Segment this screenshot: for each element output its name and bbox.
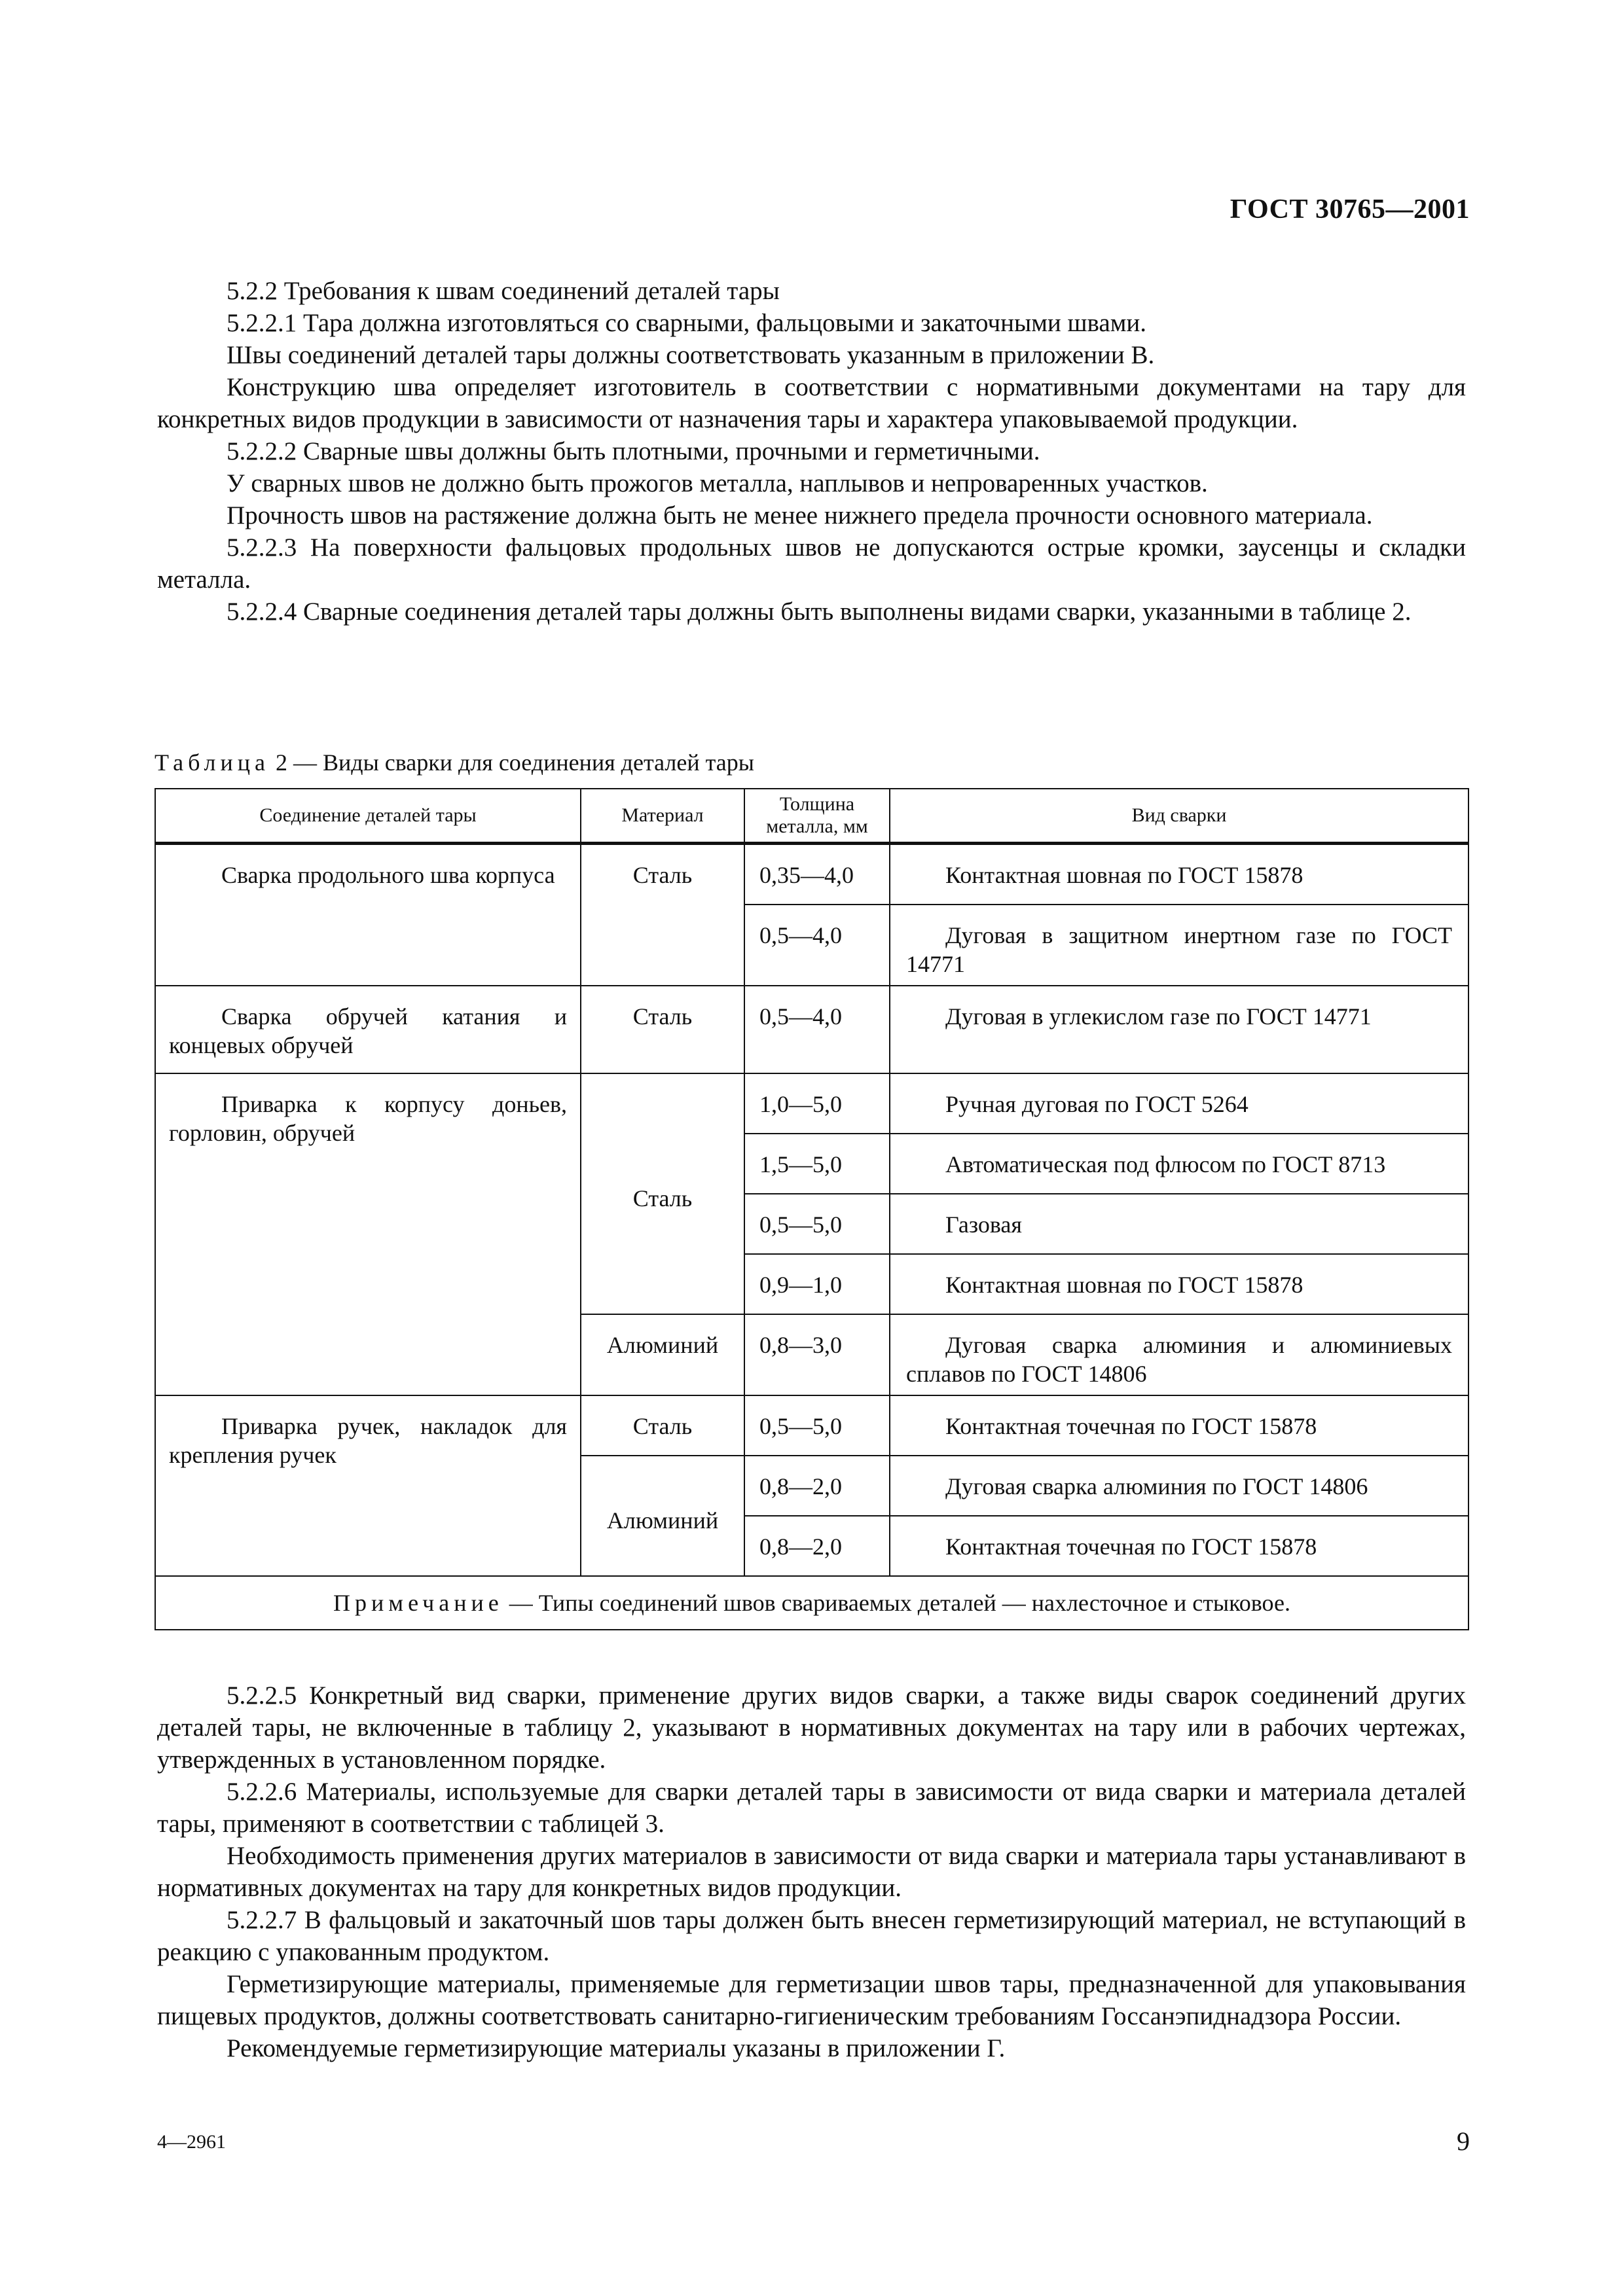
material-cell: Сталь [581, 986, 744, 1073]
welding-type-cell: Дуговая сварка алюминия по ГОСТ 14806 [890, 1456, 1468, 1516]
welding-type-cell: Автоматическая под флюсом по ГОСТ 8713 [890, 1134, 1468, 1194]
welding-type-cell: Контактная шовная по ГОСТ 15878 [890, 1254, 1468, 1314]
thickness-cell: 0,5—5,0 [744, 1194, 890, 1254]
material-cell: Алюминий [581, 1456, 744, 1576]
paragraph: 5.2.2.6 Материалы, используемые для сварки деталей тары в зависимости от вида сварки и материала деталей тары, применяют в соответствии с таблицей 3. [157, 1778, 1466, 1838]
paragraph: Необходимость применения других материалов в зависимости от вида сварки и материала тары устанавливают в нормативных документах на тару для конкретных видов продукции. [157, 1842, 1466, 1902]
thickness-cell: 0,8—2,0 [744, 1516, 890, 1576]
welding-type-cell: Дуговая в углекислом газе по ГОСТ 14771 [890, 986, 1468, 1073]
welding-type-cell: Газовая [890, 1194, 1468, 1254]
table-row [155, 1073, 1468, 1134]
table-caption-text: 2 — Виды сварки для соединения деталей тары [269, 749, 754, 776]
table-note-row [155, 1576, 1468, 1630]
paragraph: 5.2.2.4 Сварные соединения деталей тары должны быть выполнены видами сварки, указанными в таблице 2. [227, 598, 1412, 626]
paragraph: 5.2.2.1 Тара должна изготовляться со сварными, фальцовыми и закаточными швами. [227, 309, 1147, 337]
thickness-cell: 0,5—4,0 [744, 986, 890, 1073]
welding-type-cell: Контактная точечная по ГОСТ 15878 [890, 1516, 1468, 1576]
material-cell: Сталь [581, 844, 744, 986]
table-row [155, 1395, 1468, 1456]
paragraph: 5.2.2 Требования к швам соединений деталей тары [227, 277, 780, 305]
print-code: 4—2961 [157, 2131, 226, 2153]
note-label: Примечание [333, 1590, 503, 1616]
header-material: Материал [581, 789, 744, 844]
welding-type-cell: Контактная точечная по ГОСТ 15878 [890, 1395, 1468, 1456]
paragraph: 5.2.2.5 Конкретный вид сварки, применение других видов сварки, а также виды сварок соединений других деталей тары, не включенные в таблицу 2, указывают в нормативных документах на тару или в рабочих чертежах, утвержденных в установленном порядке. [157, 1681, 1466, 1774]
thickness-cell: 0,5—5,0 [744, 1395, 890, 1456]
header-welding-type: Вид сварки [890, 789, 1468, 844]
thickness-cell: 1,0—5,0 [744, 1073, 890, 1134]
paragraph: Герметизирующие материалы, применяемые для герметизации швов тары, предназначенной для упаковывания пищевых продуктов, должны соответствовать санитарно-гигиеническим требованиям Госсанэпиднадзора России. [157, 1970, 1466, 2030]
paragraph: Конструкцию шва определяет изготовитель в соответствии с нормативными документами на тару для конкретных видов продукции в зависимости от назначения тары и характера упаковываемой продукции. [157, 373, 1466, 433]
table-caption-label: Таблица [155, 749, 270, 776]
welding-type-cell: Ручная дуговая по ГОСТ 5264 [890, 1073, 1468, 1134]
thickness-cell: 0,8—2,0 [744, 1456, 890, 1516]
thickness-cell: 0,8—3,0 [744, 1314, 890, 1395]
welding-table [155, 788, 1469, 1630]
table-caption [155, 749, 754, 776]
table-header-row [155, 789, 1468, 844]
top-text-block [157, 275, 1466, 628]
page-number: 9 [1457, 2126, 1470, 2156]
paragraph: Прочность швов на растяжение должна быть не менее нижнего предела прочности основного материала. [227, 501, 1373, 529]
paragraph: Швы соединений деталей тары должны соответствовать указанным в приложении В. [227, 341, 1155, 369]
bottom-text-block [157, 1679, 1466, 2064]
document-code: ГОСТ 30765—2001 [1230, 194, 1470, 224]
paragraph: 5.2.2.2 Сварные швы должны быть плотными, прочными и герметичными. [227, 437, 1040, 465]
thickness-cell: 0,35—4,0 [744, 844, 890, 905]
connection-cell: Приварка ручек, накладок для крепления ручек [155, 1395, 581, 1576]
connection-cell: Сварка продольного шва корпуса [155, 844, 581, 986]
thickness-cell: 1,5—5,0 [744, 1134, 890, 1194]
welding-type-cell: Дуговая сварка алюминия и алюминиевых сплавов по ГОСТ 14806 [890, 1314, 1468, 1395]
connection-cell: Сварка обручей катания и концевых обручей [155, 986, 581, 1073]
paragraph: Рекомендуемые герметизирующие материалы указаны в приложении Г. [227, 2034, 1006, 2062]
note-text: — Типы соединений швов свариваемых деталей — нахлесточное и стыковое. [503, 1590, 1290, 1616]
header-thickness: Толщина металла, мм [744, 789, 890, 844]
paragraph: У сварных швов не должно быть прожогов металла, наплывов и непроваренных участков. [227, 469, 1208, 497]
connection-cell: Приварка к корпусу доньев, горловин, обручей [155, 1073, 581, 1395]
material-cell: Алюминий [581, 1314, 744, 1395]
thickness-cell: 0,9—1,0 [744, 1254, 890, 1314]
material-cell: Сталь [581, 1073, 744, 1314]
material-cell: Сталь [581, 1395, 744, 1456]
table-note [155, 1576, 1468, 1630]
table-row [155, 986, 1468, 1073]
paragraph: 5.2.2.3 На поверхности фальцовых продольных швов не допускаются острые кромки, заусенцы и складки металла. [157, 533, 1466, 594]
welding-table-wrapper [155, 788, 1469, 1630]
paragraph: 5.2.2.7 В фальцовый и закаточный шов тары должен быть внесен герметизирующий материал, не вступающий в реакцию с упакованным продуктом. [157, 1906, 1466, 1966]
thickness-cell: 0,5—4,0 [744, 905, 890, 986]
header-connection: Соединение деталей тары [155, 789, 581, 844]
table-row [155, 844, 1468, 905]
welding-type-cell: Контактная шовная по ГОСТ 15878 [890, 844, 1468, 905]
welding-type-cell: Дуговая в защитном инертном газе по ГОСТ 14771 [890, 905, 1468, 986]
